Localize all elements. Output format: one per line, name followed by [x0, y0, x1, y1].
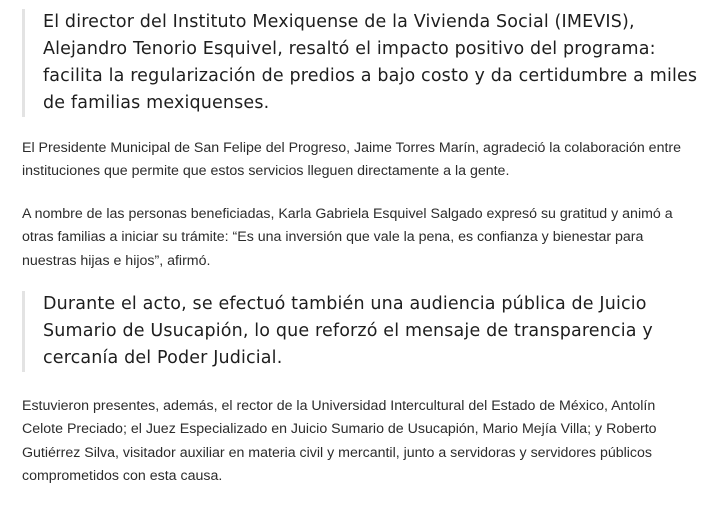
quote-line: El director del Instituto Mexiquense de la Vivienda Social (IMEVIS), — [43, 12, 635, 32]
quote-line: cercanía del Poder Judicial. — [43, 348, 283, 368]
quote-line: Alejandro Tenorio Esquivel, resaltó el impacto positivo del programa: — [43, 39, 656, 59]
paragraph-line: Celote Preciado; el Juez Especializado en Juicio Sumario de Usucapión, Mario Mejía Villa; y Roberto — [22, 421, 657, 438]
paragraph-line: Gutiérrez Silva, visitador auxiliar en materia civil y mercantil, junto a servidoras y servidores públicos — [22, 444, 653, 461]
paragraph-line: instituciones que permite que estos servicios lleguen directamente a la gente. — [22, 163, 510, 180]
paragraph-line: comprometidos con esta causa. — [22, 467, 223, 484]
paragraph-line: El Presidente Municipal de San Felipe del Progreso, Jaime Torres Marín, agradeció la colaboración entre — [22, 140, 682, 156]
paragraph-line: nuestras hijas e hijos”, afirmó. — [22, 252, 211, 269]
paragraph-line: Estuvieron presentes, además, el rector de la Universidad Intercultural del Estado de México, Antolín — [22, 398, 656, 414]
paragraph-presidente-municipal — [22, 137, 704, 184]
quote-line: Durante el acto, se efectuó también una audiencia pública de Juicio — [43, 294, 647, 314]
quote-line: de familias mexiquenses. — [43, 93, 270, 113]
paragraph-beneficiadas — [22, 203, 704, 273]
pull-quote-audiencia — [22, 291, 703, 372]
paragraph-presentes — [22, 395, 704, 488]
pull-quote-imevis — [22, 9, 703, 117]
quote-line: Sumario de Usucapión, lo que reforzó el mensaje de transparencia y — [43, 321, 653, 341]
quote-line: facilita la regularización de predios a bajo costo y da certidumbre a miles — [43, 66, 698, 86]
paragraph-line: otras familias a iniciar su trámite: “Es una inversión que vale la pena, es confianza y bienestar para — [22, 229, 644, 246]
paragraph-line: A nombre de las personas beneficiadas, Karla Gabriela Esquivel Salgado expresó su gratitud y animó a — [22, 206, 673, 222]
